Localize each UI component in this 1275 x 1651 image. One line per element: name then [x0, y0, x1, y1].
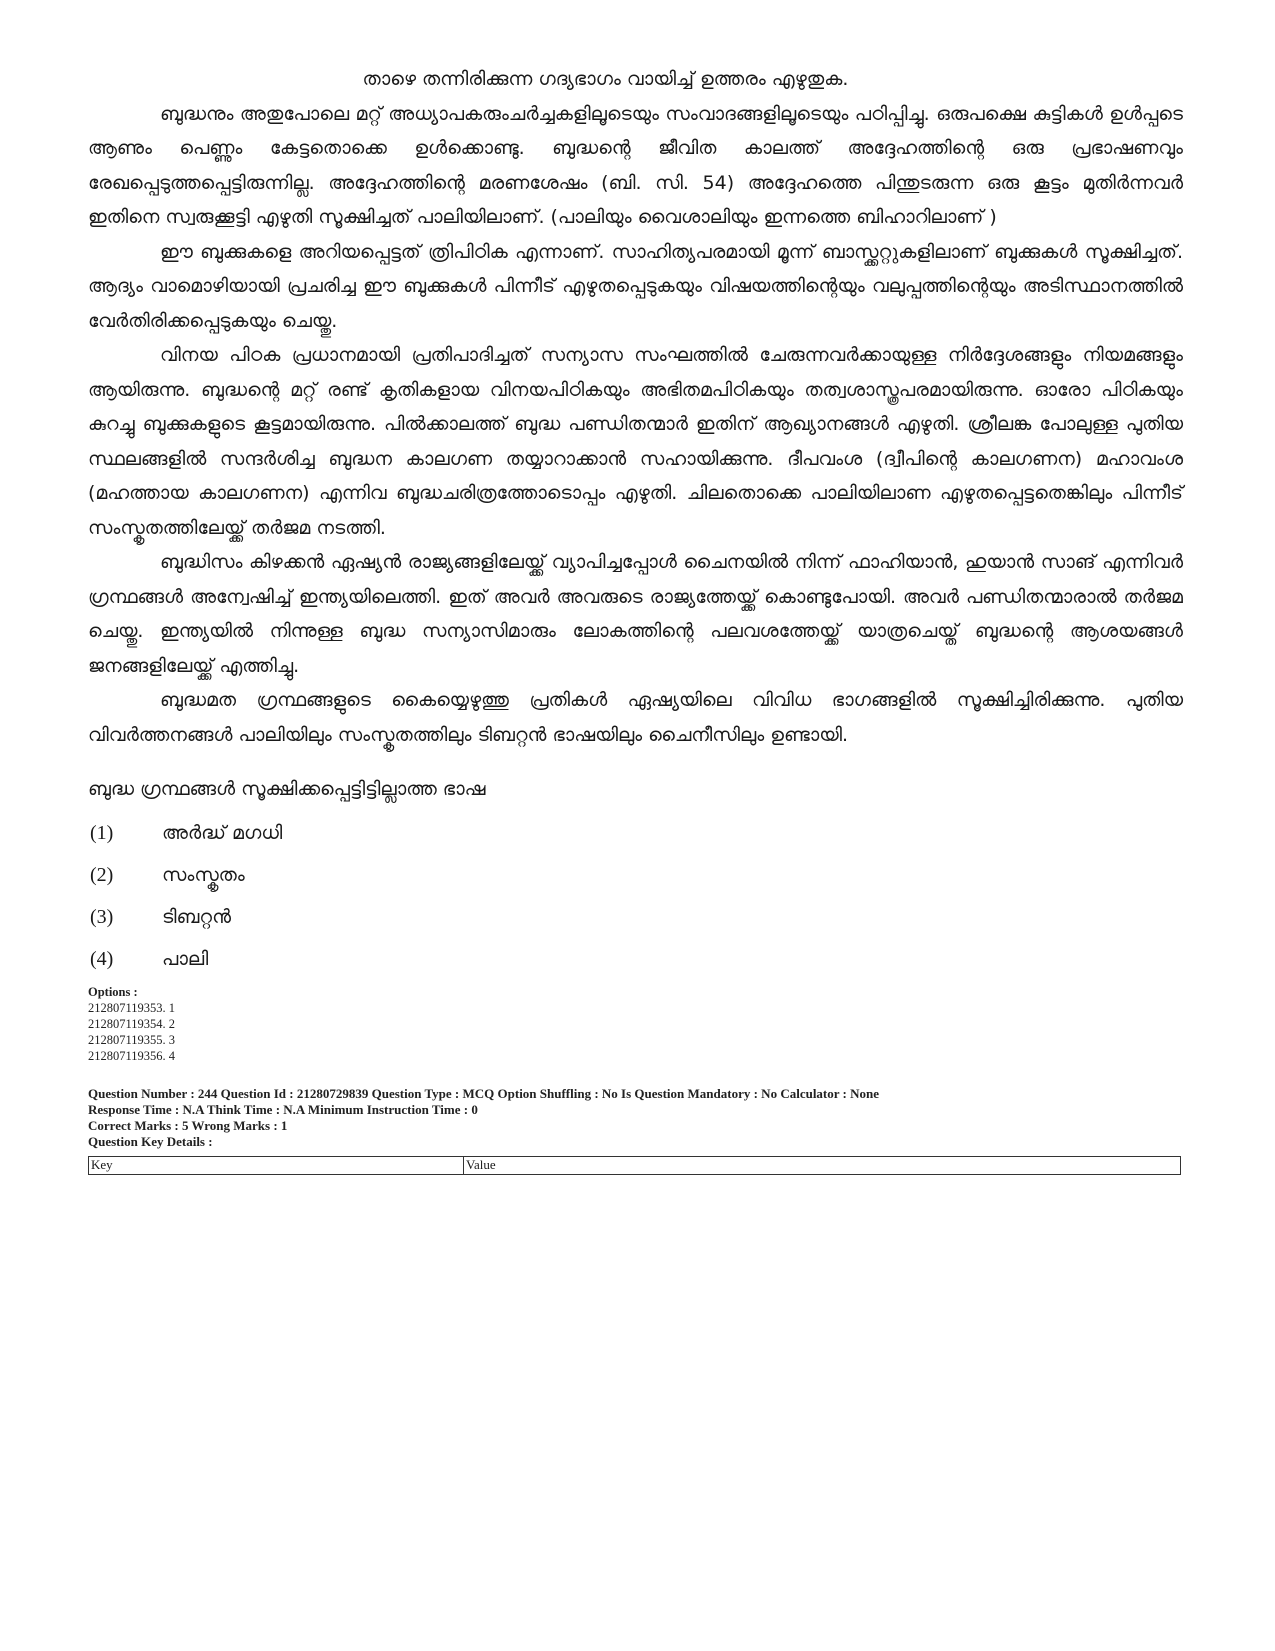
key-details-label: Question Key Details : [88, 1134, 213, 1149]
marks-line: Correct Marks : 5 Wrong Marks : 1 [88, 1118, 288, 1133]
option-id: 212807119353. 1 [88, 1001, 176, 1015]
answer-option-2[interactable] [88, 854, 1183, 896]
table-row [89, 1157, 1181, 1175]
option-id: 212807119354. 2 [88, 1017, 176, 1031]
question-text: ബുദ്ധ ഗ്രന്ഥങ്ങൾ സൂക്ഷിക്കപ്പെട്ടിട്ടില്ലാത്ത ഭാഷ [88, 778, 486, 800]
passage-paragraph: ബുദ്ധമത ഗ്രന്ഥങ്ങളുടെ കൈയ്യെഴുത്തു പ്രതികൾ ഏഷ്യയിലെ വിവിധ ഭാഗങ്ങളിൽ സൂക്ഷിച്ചിരിക്കുന്നു. പുതിയ വിവർത്തനങ്ങൾ പാലിയിലും സംസ്കൃതത്തിലും ടിബറ്റൻ ഭാഷയിലും ചൈനീസിലും ഉണ്ടായി. [88, 689, 1183, 746]
response-time-line: Response Time : N.A Think Time : N.A Minimum Instruction Time : 0 [88, 1102, 478, 1117]
option-id: 212807119356. 4 [88, 1049, 176, 1063]
passage-instruction: താഴെ തന്നിരിക്കുന്ന ഗദ്യഭാഗം വായിച്ച് ഉത്തരം എഴുതുക. [362, 68, 849, 90]
option-text: അർദ്ധ് മഗധി [162, 822, 283, 844]
option-text: പാലി [162, 948, 209, 970]
passage-paragraph: ഈ ബുക്കുകളെ അറിയപ്പെട്ടത് ത്രിപിഠിക എന്നാണ്. സാഹിത്യപരമായി മൂന്ന് ബാസ്ക്കറ്റുകളിലാണ് ബുക്കുകൾ സൂക്ഷിച്ചത്. ആദ്യം വാമൊഴിയായി പ്രചരിച്ച ഈ ബുക്കുകൾ പിന്നീട് എഴുതപ്പെടുകയും വിഷയത്തിന്റെയും വലുപ്പത്തിന്റെയും അടിസ്ഥാനത്തിൽ വേർതിരിക്കപ്പെടുകയും ചെയ്തു. [88, 240, 1183, 332]
option-text: ടിബറ്റൻ [162, 906, 231, 928]
reading-passage [88, 62, 1183, 752]
option-number: (4) [90, 947, 114, 970]
question-info [88, 1086, 1183, 1150]
option-number: (2) [90, 863, 114, 886]
option-number: (3) [90, 905, 114, 928]
question-page [88, 62, 1183, 1175]
answer-options [88, 812, 1183, 980]
option-text: സംസ്കൃതം [162, 864, 245, 886]
answer-option-1[interactable] [88, 812, 1183, 854]
value-header: Value [464, 1157, 1181, 1175]
option-number: (1) [90, 821, 114, 844]
option-id-list [88, 984, 1183, 1064]
answer-option-3[interactable] [88, 896, 1183, 938]
question-number-line: Question Number : 244 Question Id : 21280729839 Question Type : MCQ Option Shuffling : No Is Question Mandatory : No Calculator : None [88, 1086, 880, 1101]
option-id: 212807119355. 3 [88, 1033, 176, 1047]
passage-paragraph: വിനയ പിഠക പ്രധാനമായി പ്രതിപാദിച്ചത് സന്യാസ സംഘത്തിൽ ചേരുന്നവർക്കായുള്ള നിർദ്ദേശങ്ങളും നിയമങ്ങളും ആയിരുന്നു. ബുദ്ധന്റെ മറ്റ് രണ്ട് കൃതികളായ വിനയപിഠികയും അഭിതമപിഠികയും തത്വശാസ്ത്രപരമായിരുന്നു. ഓരോ പിഠികയും കുറച്ചു ബുക്കുകളുടെ കൂട്ടമായിരുന്നു. പിൽക്കാലത്ത് ബുദ്ധ പണ്ഡിതന്മാർ ഇതിന് ആഖ്യാനങ്ങൾ എഴുതി. ശ്രീലങ്ക പോലുള്ള പുതിയ സ്ഥലങ്ങളിൽ സന്ദർശിച്ച ബുദ്ധന കാലഗണ തയ്യാറാക്കാൻ സഹായിക്കുന്നു. ദീപവംശ (ദ്വീപിന്റെ കാലഗണന) മഹാവംശ (മഹത്തായ കാലഗണന) എന്നിവ ബുദ്ധചരിത്രത്തോടൊപ്പം എഴുതി. ചിലതൊക്കെ പാലിയിലാണ എഴുതപ്പെട്ടതെങ്കിലും പിന്നീട് സംസ്കൃതത്തിലേയ്ക്ക് തർജമ നടത്തി. [88, 344, 1183, 539]
passage-paragraph: ബുദ്ധിസം കിഴക്കൻ ഏഷ്യൻ രാജ്യങ്ങളിലേയ്ക്ക് വ്യാപിച്ചപ്പോൾ ചൈനയിൽ നിന്ന് ഫാഹിയാൻ, ഹുയാൻ സാങ് എന്നിവർ ഗ്രന്ഥങ്ങൾ അന്വേഷിച്ച് ഇന്ത്യയിലെത്തി. ഇത് അവർ അവരുടെ രാജ്യത്തേയ്ക്ക് കൊണ്ടുപോയി. അവർ പണ്ഡിതന്മാരാൽ തർജമ ചെയ്തു. ഇന്ത്യയിൽ നിന്നുള്ള ബുദ്ധ സന്യാസിമാരും ലോകത്തിന്റെ പലവശത്തേയ്ക്ക് യാത്രചെയ്ത് ബുദ്ധന്റെ ആശയങ്ങൾ ജനങ്ങളിലേയ്ക്ക് എത്തിച്ചു. [88, 551, 1183, 677]
key-header: Key [89, 1157, 464, 1175]
passage-paragraph: ബുദ്ധനും അതുപോലെ മറ്റ് അധ്യാപകരുംചർച്ചകളിലൂടെയും സംവാദങ്ങളിലൂടെയും പഠിപ്പിച്ചു. ഒരുപക്ഷെ കുട്ടികൾ ഉൾപ്പടെ ആണും പെണ്ണും കേട്ടതൊക്കെ ഉൾക്കൊണ്ടു. ബുദ്ധന്റെ ജീവിത കാലത്ത് അദ്ദേഹത്തിന്റെ ഒരു പ്രഭാഷണവും രേഖപ്പെടുത്തപ്പെട്ടിരുന്നില്ല. അദ്ദേഹത്തിന്റെ മരണശേഷം (ബി. സി. 54) അദ്ദേഹത്തെ പിന്തുടരുന്ന ഒരു കൂട്ടം മുതിർന്നവർ ഇതിനെ സ്വരുക്കൂട്ടി എഴുതി സൂക്ഷിച്ചത് പാലിയിലാണ്. (പാലിയും വൈശാലിയും ഇന്നത്തെ ബിഹാറിലാണ് ) [88, 102, 1183, 228]
answer-option-4[interactable] [88, 938, 1183, 980]
option-ids-label: Options : [88, 985, 138, 999]
key-value-table [88, 1156, 1181, 1175]
